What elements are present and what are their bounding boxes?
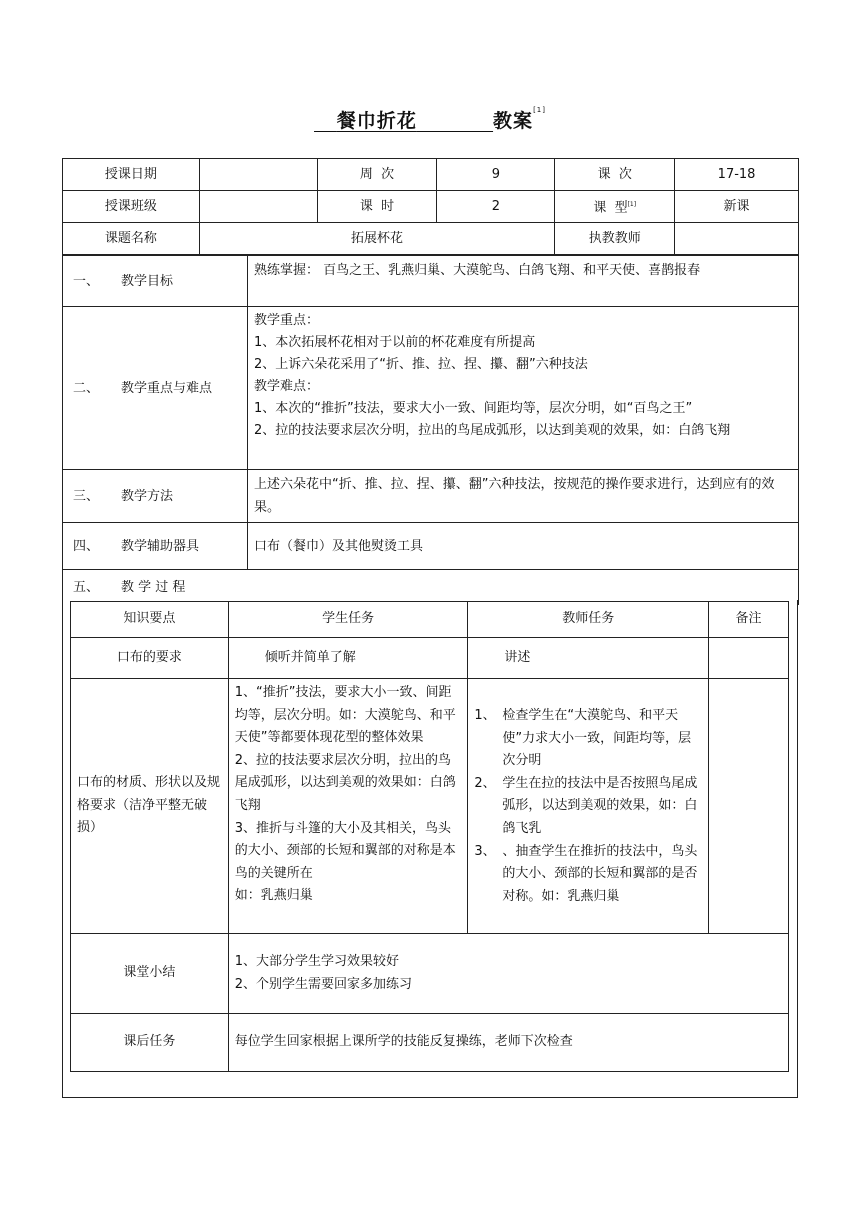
method-title: 教学方法: [121, 488, 174, 504]
keypoints-line: 2、上诉六朵花采用了“折、推、拉、捏、攥、翻”六种技法: [254, 357, 588, 372]
week-label: 周 次: [317, 159, 437, 191]
keypoints-content: [248, 307, 799, 470]
teacher-task-num: 1、: [474, 708, 496, 723]
col-header-teacher: 教师任务: [468, 602, 709, 638]
topic-label: 课题名称: [63, 223, 200, 255]
type-footnote-mark: [1]: [627, 201, 637, 209]
method-num: 三、: [73, 488, 100, 504]
row1-point: 口布的要求: [71, 638, 229, 679]
process-num: 五、: [73, 579, 100, 595]
process-title: 教 学 过 程: [121, 579, 186, 595]
student-task-item: 如：乳燕归巢: [234, 888, 313, 904]
student-task-item: 2、拉的技法要求层次分明，拉出的鸟尾成弧形，以达到美观的效果如：白鸽飞翔: [234, 752, 456, 813]
col-header-student: 学生任务: [228, 602, 468, 638]
type-label-cell: [555, 191, 675, 223]
class-value: [199, 191, 317, 223]
row1-note: [709, 638, 789, 679]
teacher-label: 执教教师: [555, 223, 675, 255]
type-label: 课 型: [593, 200, 628, 216]
row2-point: 口布的材质、形状以及规格要求（洁净平整无破损）: [71, 679, 229, 934]
date-value: [199, 159, 317, 191]
header-table: [62, 158, 799, 255]
tools-label: [63, 523, 248, 570]
row2-teacher: [468, 679, 709, 934]
week-value: 9: [437, 159, 555, 191]
teacher-task-item: [474, 705, 702, 773]
teacher-value: [675, 223, 799, 255]
keypoints-label: [63, 307, 248, 470]
topic-value: 拓展杯花: [199, 223, 554, 255]
student-task-item: 3、推折与斗篷的大小及其相关，鸟头的大小、颈部的长短和翼部的对称是本鸟的关键所在: [234, 820, 456, 881]
teacher-task-text: 检查学生在“大漠鸵鸟、和平天使”力求大小一致，间距均等，层次分明: [502, 708, 692, 769]
goals-title: 教学目标: [121, 273, 174, 289]
teacher-task-text: 、抽查学生在推折的技法中，鸟头的大小、颈部的长短和翼部的是否对称。如：乳燕归巢: [502, 843, 698, 904]
teacher-task-item: [474, 773, 702, 841]
keypoints-line: 1、本次拓展杯花相对于以前的杯花难度有所提高: [254, 335, 536, 350]
homework-content: 每位学生回家根据上课所学的技能反复操练，老师下次检查: [228, 1014, 788, 1072]
goals-content: 熟练掌握： 百鸟之王、乳燕归巢、大漠鸵鸟、白鸽飞翔、和平天使、喜鹊报春: [248, 256, 799, 307]
homework-label: 课后任务: [71, 1014, 229, 1072]
summary-content: [228, 934, 788, 1014]
keypoints-title: 教学重点与难点: [121, 380, 213, 396]
date-label: 授课日期: [63, 159, 200, 191]
row2-note: [709, 679, 789, 934]
keypoints-line: 1、本次的“推折”技法，要求大小一致、间距均等，层次分明，如“百鸟之王”: [254, 401, 693, 416]
keypoints-line: 2、拉的技法要求层次分明，拉出的鸟尾成弧形，以达到美观的效果，如：白鸽飞翔: [254, 423, 731, 438]
teacher-task-num: 2、: [474, 775, 496, 791]
teacher-task-list: [474, 705, 702, 908]
keypoints-line: 教学难点：: [254, 379, 320, 394]
goals-label: [63, 256, 248, 307]
row1-teacher: 讲述: [468, 638, 709, 679]
hours-label: 课 时: [317, 191, 437, 223]
class-label: 授课班级: [63, 191, 200, 223]
summary-line: 1、大部分学生学习效果较好: [234, 953, 400, 969]
process-table: [70, 601, 789, 1072]
goals-num: 一、: [73, 273, 100, 289]
teacher-task-item: [474, 841, 702, 909]
method-content: 上述六朵花中“折、推、拉、捏、攥、翻”六种技法，按规范的操作要求进行，达到应有的效果。: [248, 470, 799, 523]
tools-title: 教学辅助器具: [121, 538, 200, 554]
keypoints-line: 教学重点：: [254, 313, 320, 328]
title-footnote-mark: [1]: [533, 106, 546, 114]
col-header-point: 知识要点: [71, 602, 229, 638]
document-title: [0, 106, 860, 133]
teacher-task-text: 学生在拉的技法中是否按照鸟尾成弧形，以达到美观的效果，如：白鸽飞乳: [502, 775, 698, 836]
teacher-task-num: 3、: [474, 843, 496, 859]
summary-line: 2、个别学生需要回家多加练习: [234, 976, 413, 992]
row2-student: [228, 679, 468, 934]
type-value: 新课: [675, 191, 799, 223]
keypoints-num: 二、: [73, 380, 100, 396]
tools-content: 口布（餐巾）及其他熨烫工具: [248, 523, 799, 570]
method-label: [63, 470, 248, 523]
row1-student: 倾听并简单了解: [228, 638, 468, 679]
hours-value: 2: [437, 191, 555, 223]
title-course: 餐巾折花: [336, 110, 417, 132]
summary-label: 课堂小结: [71, 934, 229, 1014]
tools-num: 四、: [73, 538, 100, 554]
title-suffix: 教案: [493, 110, 534, 132]
sections-table: [62, 255, 799, 605]
col-header-note: 备注: [709, 602, 789, 638]
lesson-value: 17-18: [675, 159, 799, 191]
student-task-item: 1、“推折”技法，要求大小一致、间距均等，层次分明。如：大漠鸵鸟、和平天使”等都要体现花型的整体效果: [234, 685, 456, 746]
lesson-label: 课 次: [555, 159, 675, 191]
